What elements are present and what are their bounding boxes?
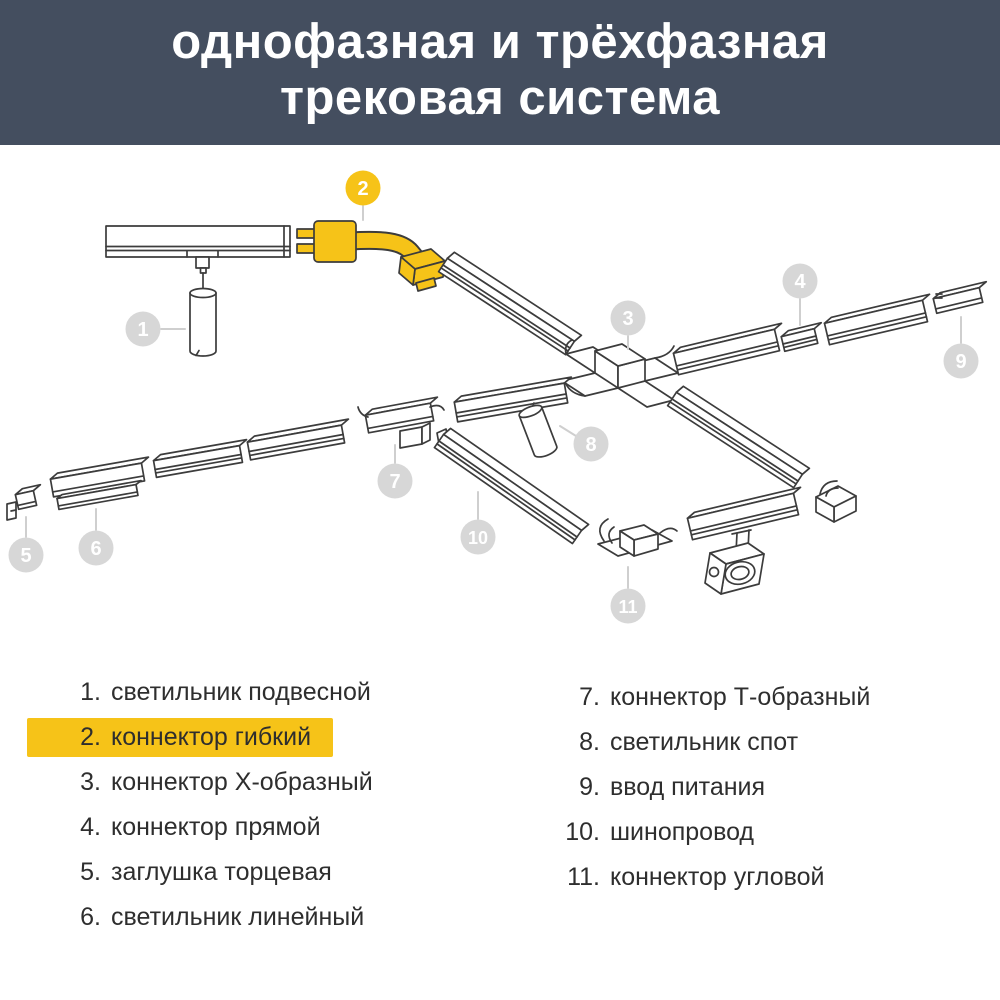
- legend-item-label: коннектор Х-образный: [111, 768, 373, 796]
- legend-item-1: [55, 670, 395, 715]
- badge-1-number: 1: [137, 319, 149, 341]
- legend-item-label: светильник линейный: [111, 903, 365, 931]
- item-3-x-connector: [562, 340, 678, 407]
- legend-item-8: [556, 720, 892, 765]
- legend-item-7: [556, 675, 892, 720]
- track-mid-1: [154, 440, 247, 478]
- legend-item-number: 3.: [80, 768, 101, 796]
- legend-item-9: [556, 765, 892, 810]
- legend-item-6: [55, 895, 395, 940]
- badge-2-number: 2: [357, 178, 369, 200]
- legend-item-label: коннектор гибкий: [111, 723, 312, 751]
- legend-item-number: 1.: [80, 678, 101, 706]
- track-system-diagram: [0, 145, 1000, 665]
- page-title: [0, 0, 1000, 126]
- title-line-1: однофазная и трёхфазная: [171, 15, 829, 69]
- badge-4-number: 4: [794, 271, 806, 293]
- track-lower-right-diagonal: [668, 386, 810, 487]
- legend-row-content: [528, 678, 892, 717]
- header: [0, 0, 1000, 145]
- legend-item-number: 2.: [80, 723, 101, 751]
- legend-item-label: заглушка торцевая: [111, 858, 332, 886]
- legend-item-number: 5.: [80, 858, 101, 886]
- track-right-1: [673, 323, 781, 374]
- legend-row-content: [27, 808, 343, 847]
- legend-row-content: [27, 853, 354, 892]
- legend-row-content: [528, 858, 847, 897]
- badge-3-number: 3: [622, 308, 634, 330]
- legend-item-number: 9.: [579, 773, 600, 801]
- legend-item-number: 7.: [579, 683, 600, 711]
- badge-5-number: 5: [20, 545, 32, 567]
- track-mid-3: [454, 377, 571, 422]
- legend-column-right: [556, 675, 892, 900]
- legend-item-5: [55, 850, 395, 895]
- legend-item-2: [55, 715, 395, 760]
- legend-item-number: 8.: [579, 728, 600, 756]
- legend-row-content: [528, 813, 776, 852]
- badge-10-number: 10: [467, 528, 489, 548]
- legend-item-number: 6.: [80, 903, 101, 931]
- legend-row-content: [27, 763, 395, 802]
- item-2-flexible-connector: [297, 221, 445, 291]
- legend-highlight: [27, 718, 333, 757]
- legend-row-content: [528, 768, 787, 807]
- legend-item-number: 4.: [80, 813, 101, 841]
- legend-row-content: [27, 673, 393, 712]
- item-11-corner-connector: [598, 519, 677, 556]
- legend-column-left: [55, 670, 395, 940]
- badge-9-number: 9: [955, 351, 967, 373]
- title-line-2: трековая система: [279, 71, 720, 125]
- item-6-linear-light: [50, 457, 148, 509]
- track-mid-2: [247, 419, 348, 460]
- legend-item-label: коннектор угловой: [610, 863, 825, 891]
- legend-item-label: светильник спот: [610, 728, 799, 756]
- track-upper-left-diagonal: [439, 252, 582, 354]
- badge-6-number: 6: [90, 538, 102, 560]
- corner-connector-right: [816, 481, 856, 522]
- badge-11-number: 11: [618, 597, 638, 617]
- legend-item-label: ввод питания: [610, 773, 766, 801]
- item-5-end-cap: [7, 485, 40, 520]
- legend-item-label: светильник подвесной: [111, 678, 371, 706]
- item-8-spot-light: [518, 403, 559, 460]
- legend-item-3: [55, 760, 395, 805]
- spot-light-track-mounted: [705, 530, 764, 594]
- legend-item-number: 10.: [565, 818, 600, 846]
- legend-item-label: шинопровод: [610, 818, 755, 846]
- legend-row-content: [528, 723, 820, 762]
- legend-row-content: [27, 898, 386, 937]
- badge-8-number: 8: [585, 434, 597, 456]
- legend-item-4: [55, 805, 395, 850]
- item-7-t-connector: [358, 397, 444, 448]
- legend-item-label: коннектор Т-образный: [610, 683, 871, 711]
- badge-7-number: 7: [389, 471, 401, 493]
- legend-item-11: [556, 855, 892, 900]
- track-right-2: [824, 294, 929, 344]
- legend-item-10: [556, 810, 892, 855]
- legend-item-number: 11.: [567, 863, 600, 891]
- item-10-track: [434, 428, 588, 543]
- legend-item-label: коннектор прямой: [111, 813, 321, 841]
- item-4-straight-connector: [781, 323, 821, 352]
- item-9-power-feed: [933, 282, 986, 314]
